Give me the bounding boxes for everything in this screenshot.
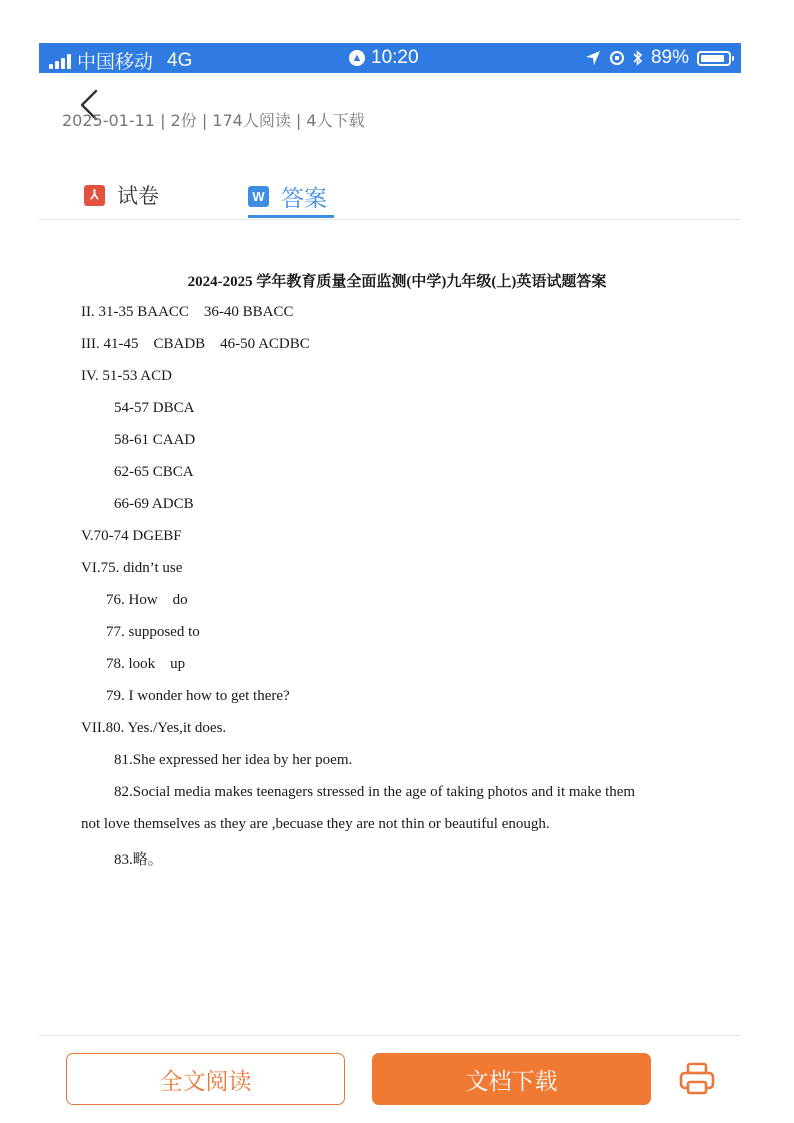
answer-line: 54-57 DBCA [114, 400, 195, 416]
answer-line: V.70-74 DGEBF [81, 528, 182, 544]
read-full-text-button[interactable]: 全文阅读 [66, 1053, 345, 1105]
answer-line: 62-65 CBCA [114, 464, 194, 480]
answer-line: IV. 51-53 ACD [81, 368, 172, 384]
answer-line: 77. supposed to [106, 624, 200, 640]
answer-line: 82.Social media makes teenagers stressed in the age of taking photos and it make them [114, 784, 636, 800]
tab-paper-label: 试卷 [117, 184, 159, 208]
word-icon: W [248, 186, 269, 207]
status-time: 10:20 [371, 47, 419, 68]
tab-paper[interactable] [84, 180, 159, 210]
battery-icon [697, 51, 731, 66]
status-center [349, 47, 419, 69]
document-meta-text: 2025-01-11 | 2份 | 174人阅读 | 4人下载 [62, 111, 365, 130]
network-type: 4G [167, 49, 193, 71]
rotation-lock-icon [609, 50, 625, 66]
status-bar [39, 43, 741, 73]
tab-answer-label: 答案 [281, 186, 327, 212]
tab-bar [0, 180, 794, 220]
alarm-icon: ▲ [349, 50, 365, 66]
status-right [585, 47, 731, 69]
download-document-button[interactable]: 文档下载 [372, 1053, 651, 1105]
location-arrow-icon [585, 50, 601, 66]
answer-line: VI.75. didn’t use [81, 560, 183, 576]
answer-line: 76. How do [106, 592, 188, 608]
answer-line: 83.略。 [114, 852, 163, 868]
answer-line: VII.80. Yes./Yes,it does. [81, 720, 227, 736]
document-meta [62, 111, 365, 140]
document-title: 2024-2025 学年教育质量全面监测(中学)九年级(上)英语试题答案 [187, 274, 607, 290]
answer-line: III. 41-45 CBADB 46-50 ACDBC [81, 336, 310, 352]
battery-fill [701, 55, 724, 62]
answer-line: not love themselves as they are ,becuase they are not thin or beautiful enough. [81, 816, 550, 832]
tab-answer[interactable] [248, 180, 327, 213]
bluetooth-icon [633, 50, 643, 66]
answer-line: II. 31-35 BAACC 36-40 BBACC [81, 304, 294, 320]
active-tab-indicator [248, 215, 334, 218]
print-icon[interactable] [679, 1062, 715, 1096]
answer-line: 66-69 ADCB [114, 496, 194, 512]
divider [39, 219, 741, 220]
battery-percent: 89% [650, 47, 689, 68]
answer-line: 81.She expressed her idea by her poem. [114, 752, 353, 768]
divider [39, 1035, 741, 1036]
signal-icon [49, 53, 71, 69]
status-left [49, 47, 192, 74]
answer-line: 58-61 CAAD [114, 432, 196, 448]
carrier-name: 中国移动 [77, 52, 154, 73]
pdf-icon: ⅄ [84, 185, 105, 206]
answer-line: 79. I wonder how to get there? [106, 688, 290, 704]
answer-line: 78. look up [106, 656, 186, 672]
